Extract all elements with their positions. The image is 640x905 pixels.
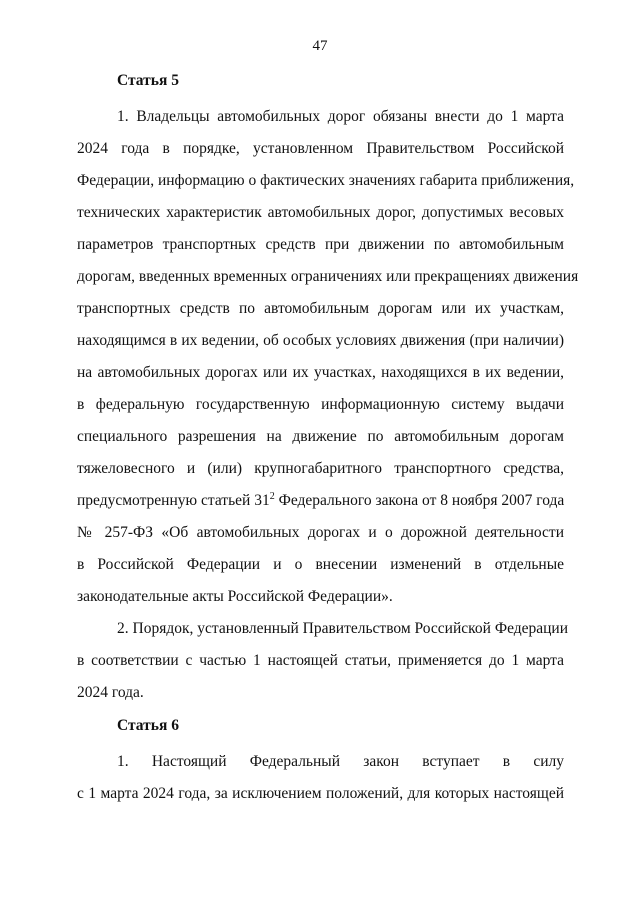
text-line: 1. Настоящий Федеральный закон вступает в силу [117, 753, 564, 770]
text-line: тяжеловесного и (или) крупногабаритного транспортного средства, [77, 460, 564, 477]
text-line: специального разрешения на движение по автомобильным дорогам [77, 428, 564, 445]
text-fragment: предусмотренную статьей 31 [77, 492, 270, 509]
article-6-heading: Статья 6 [117, 717, 179, 734]
text-line: находящимся в их ведении, об особых условиях движения (при наличии) [77, 332, 564, 349]
article-5-heading: Статья 5 [117, 72, 179, 89]
text-line: в Российской Федерации и о внесении изменений в отдельные [77, 556, 564, 573]
page-number: 47 [312, 38, 328, 54]
text-line: 1. Владельцы автомобильных дорог обязаны внести до 1 марта [117, 108, 564, 125]
text-line: 2024 года в порядке, установленном Правительством Российской [77, 140, 564, 157]
text-line: № 257-ФЗ «Об автомобильных дорогах и о дорожной деятельности [77, 524, 564, 541]
text-line: с 1 марта 2024 года, за исключением положений, для которых настоящей [77, 785, 564, 802]
text-line: технических характеристик автомобильных дорог, допустимых весовых [77, 204, 564, 221]
text-line: 2024 года. [77, 684, 144, 701]
text-line: Федерации, информацию о фактических значениях габарита приближения, [77, 172, 575, 189]
text-line-with-superscript [77, 491, 564, 511]
text-line: в федеральную государственную информационную систему выдачи [77, 396, 564, 413]
text-fragment: Федерального закона от 8 ноября 2007 года [274, 492, 565, 509]
text-line: 2. Порядок, установленный Правительством Российской Федерации [117, 620, 569, 637]
text-line: транспортных средств по автомобильным дорогам или их участкам, [77, 300, 564, 317]
text-line: законодательные акты Российской Федерации». [77, 588, 393, 605]
text-line: на автомобильных дорогах или их участках, находящихся в их ведении, [77, 364, 564, 381]
text-line: параметров транспортных средств при движении по автомобильным [77, 236, 564, 253]
text-line: в соответствии с частью 1 настоящей статьи, применяется до 1 марта [77, 652, 564, 669]
text-line: дорогам, введенных временных ограничениях или прекращениях движения [77, 268, 579, 285]
superscript: 2 [269, 491, 275, 502]
